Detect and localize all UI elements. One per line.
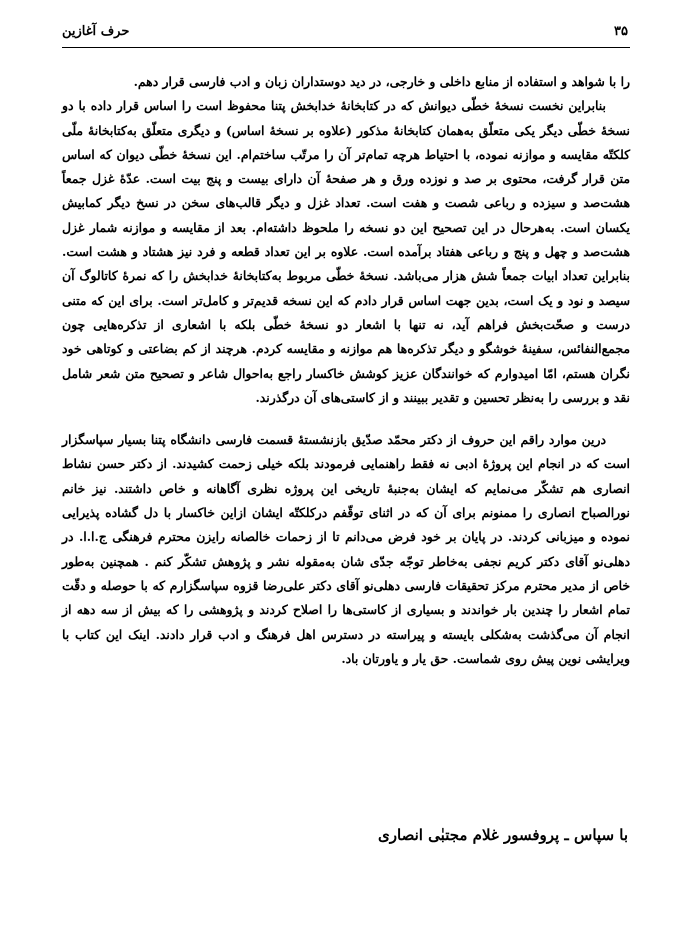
author-signature: با سپاس ـ پروفسور غلام مجتبٰی انصاری — [378, 826, 628, 844]
header-rule — [62, 47, 630, 48]
page-number: ۳۵ — [614, 24, 628, 39]
paragraph-acknowledgements: درین موارد راقم این حروف از دکتر محمّد صدّیق بازنشستهٔ قسمت فارسی دانشگاه پتنا بسیار سپاسگزار است که در انجام این پروژهٔ ادبی نه فقط راهنمایی فرمودند بلکه خیلی زحمت کشیدند. از دکتر حسن نشاط انصاری هم تشکّر می‌نمایم که ایشان به‌جنبهٔ تاریخی این پروژه نظری آگاهانه و خاص داشتند. نیز خانم نورالصباح انصاری را ممنونم برای آن که در اثنای توقّفم درکلکتّه ایشان ازاین خاکسار با دل گشاده پذیرایی نموده و میزبانی کردند. در پایان بر خود فرض می‌دانم تا از زحمات خالصانه رایزن محترم فرهنگی ج.ا.ا. در دهلی‌نو آقای دکتر کریم نجفی به‌خاطر توجّه جدّی شان به‌مقوله نشر و پژوهش تشکّر کنم . همچنین به‌طور خاص از مدیر محترم مرکز تحقیقات فارسی دهلی‌نو آقای دکتر علی‌رضا قزوه سپاسگزارم که با حوصله و دقّت تمام اشعار را چندین بار خواندند و بسیاری از کاستی‌ها را اصلاح کردند و پژوهشی را که بیش از سه دهه از انجام آن می‌گذشت به‌شکلی بایسته و پیراسته در دسترس اهل فرهنگ و ادب قرار دادند. اینک این کتاب با ویرایشی نوین پیش روی شماست. حق یار و یاورتان باد. — [62, 432, 630, 666]
paragraph-manuscripts: بنابراین نخست نسخهٔ خطّی دیوانش که در کتابخانهٔ خدابخش پتنا محفوظ است را اساس قرار داده با دو نسخهٔ خطّی دیگر یکی متعلّق به‌همان کتابخانهٔ مذکور (علاوه بر نسخهٔ اساس) و دیگری متعلّق به‌کتابخانهٔ ملّی کلکتّه مقایسه و موازنه نموده، با احتیاط هرچه تمام‌تر آن را مرتّب ساختم‌ام. این نسخهٔ خطّی دیوان که اساس متن قرار گرفت، محتوی بر صد و نوزده ورق و هر صفحهٔ آن دارای بیست و پنج بیت است. عدّهٔ غزل جمعاً هشت‌صد و سیزده و رباعی شصت و هفت است. تعداد غزل و دیگر قالب‌های سخن در نسخ دیگر کمابیش یکسان است. به‌هرحال در این تصحیح این دو نسخه را ملحوظ داشته‌ام. بعد از مقایسه و موازنه شمار غزل هشت‌صد و چهل و پنج و رباعی هفتاد برآمده است. علاوه بر این تعداد قطعه و فرد نیز هشتاد و هشت است. بنابراین تعداد ابیات جمعاً شش هزار می‌باشد. نسخهٔ خطّی مربوط به‌کتابخانهٔ خدابخش را که نمرهٔ کاتالوگ آن سیصد و نود و یک است، بدین جهت اساس قرار دادم که این نسخه قدیم‌تر و کامل‌تر است. برای این که متنی درست و صحّت‌بخش فراهم آید، نه تنها با اشعار دو نسخهٔ خطّی بلکه با اشعاری از تذکره‌هایی چون مجمع‌النفائس، سفینهٔ خوشگو و دیگر تذکره‌ها هم موازنه و مقایسه کردم. هرچند از کم بضاعتی و کوتاهی خود نگران هستم، امّا امیدوارم که خوانندگان عزیز کوشش خاکسار راجع به‌احوال شاعر و تصحیح متن شعر شامل نقد و بررسی را به‌نظر تحسین و تقدیر ببینند و از کاستی‌های آن درگذرند. — [62, 98, 630, 405]
paragraph-continuation: را با شواهد و استفاده از منابع داخلی و خارجی، در دید دوستداران زبان و ادب فارسی قرار دهم. — [133, 74, 630, 89]
body-text — [62, 70, 630, 671]
page-header — [62, 24, 628, 48]
running-title: حرف آغازین — [62, 24, 130, 39]
